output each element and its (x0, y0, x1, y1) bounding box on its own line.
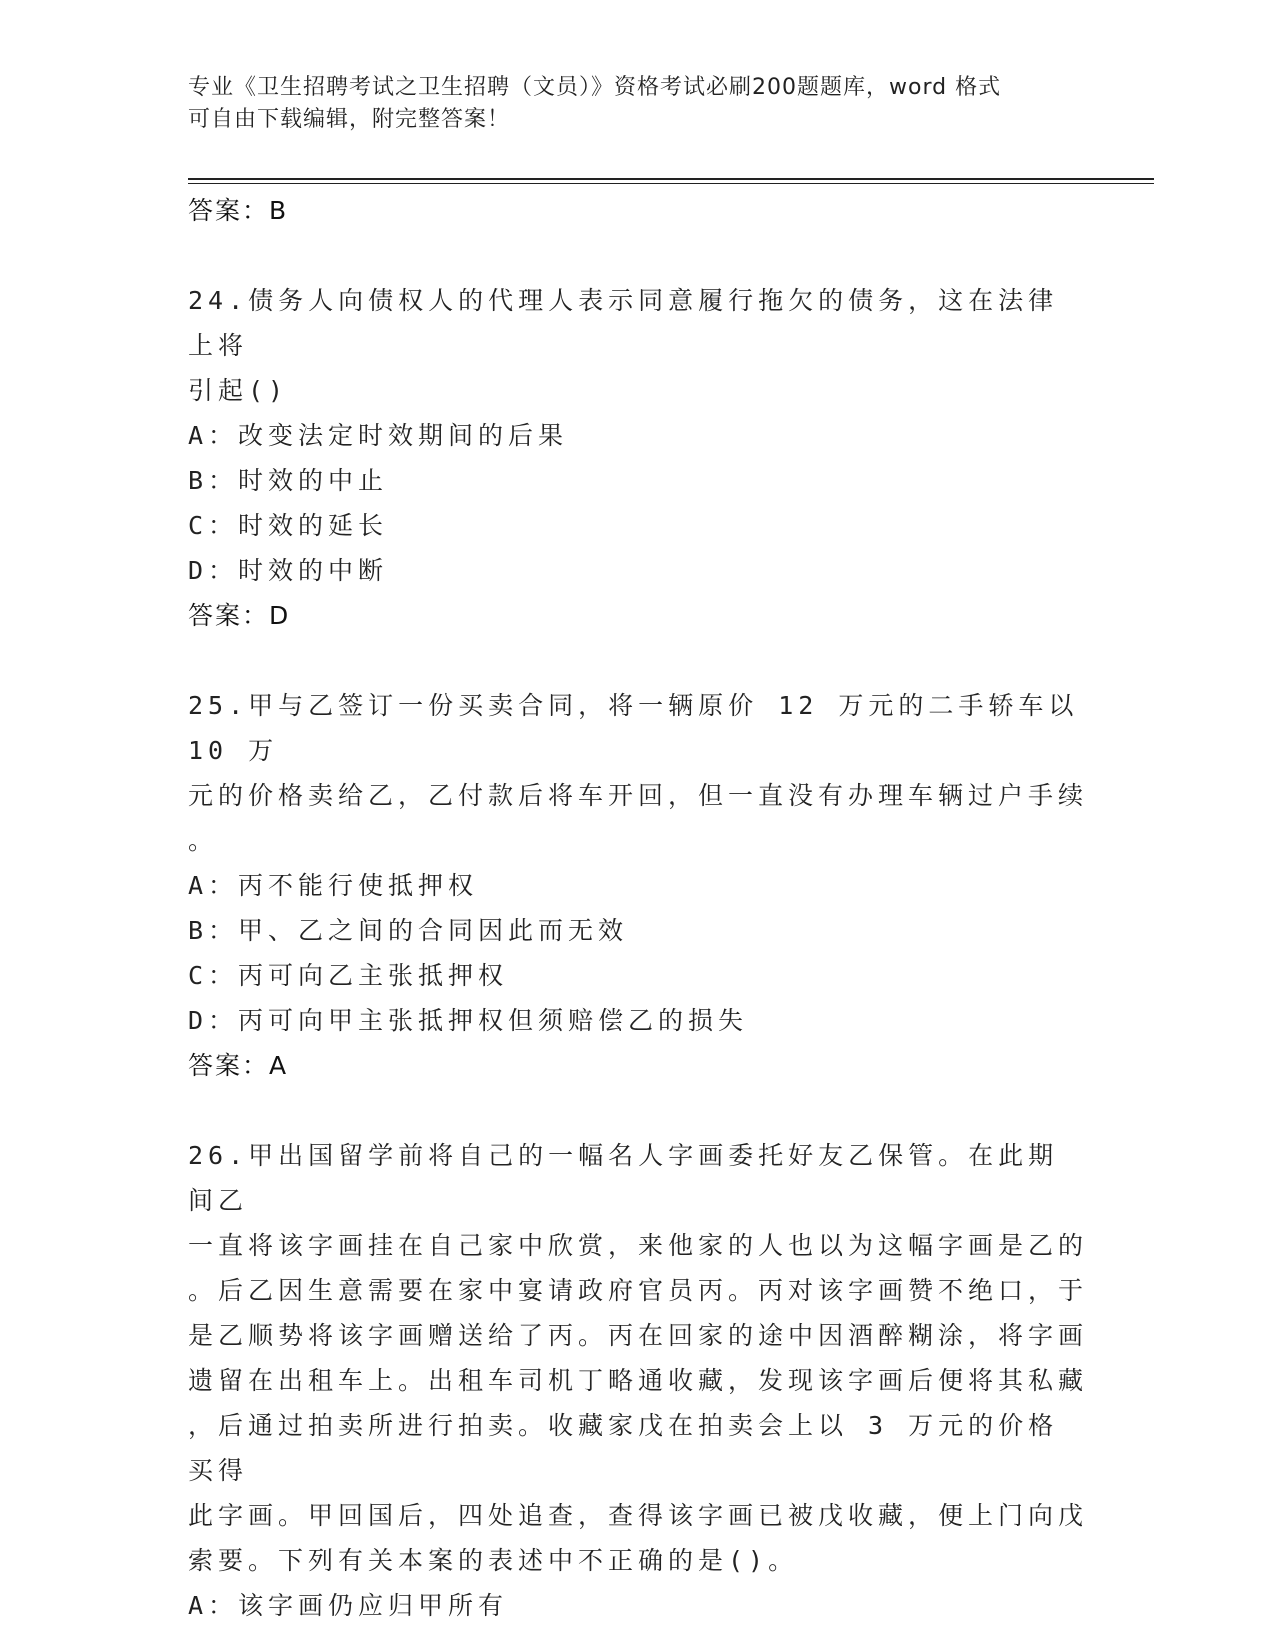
document-body (188, 188, 1088, 1628)
stem-line: 遗留在出租车上。出租车司机丁略通收藏，发现该字画后便将其私藏 (188, 1366, 1089, 1395)
stem-line: 。 (188, 826, 219, 855)
header-line-1: 专业《卫生招聘考试之卫生招聘（文员）》资格考试必刷200题题库，word 格式 (188, 75, 1002, 100)
stem-line: 一直将该字画挂在自己家中欣赏，来他家的人也以为这幅字画是乙的 (188, 1231, 1089, 1260)
stem-line: 24.债务人向债权人的代理人表示同意履行拖欠的债务，这在法律上将 (188, 286, 1059, 360)
answer-line: 答案：D (188, 601, 291, 630)
option-d: D：丙可向甲主张抵押权但须赔偿乙的损失 (188, 1006, 749, 1035)
header-rule-thick (188, 178, 1154, 180)
stem-line: 26.甲出国留学前将自己的一幅名人字画委托好友乙保管。在此期间乙 (188, 1141, 1059, 1215)
question-stem (188, 1133, 1088, 1583)
question-24 (188, 278, 1088, 639)
stem-line: ，后通过拍卖所进行拍卖。收藏家戊在拍卖会上以 3 万元的价格买得 (188, 1411, 1059, 1485)
option-b: B：甲、乙之间的合同因此而无效 (188, 916, 629, 945)
stem-line: 索要。下列有关本案的表述中不正确的是()。 (188, 1546, 799, 1575)
page-header (188, 72, 1068, 136)
header-line-2: 可自由下载编辑，附完整答案！ (188, 107, 511, 132)
option-a: A：改变法定时效期间的后果 (188, 421, 569, 450)
option-d: D：时效的中断 (188, 556, 389, 585)
stem-line: 是乙顺势将该字画赠送给了丙。丙在回家的途中因酒醉糊涂，将字画 (188, 1321, 1089, 1350)
option-c: C：丙可向乙主张抵押权 (188, 961, 509, 990)
option-c: C：时效的延长 (188, 511, 389, 540)
answer-line: 答案：B (188, 196, 289, 225)
option-a: A：丙不能行使抵押权 (188, 871, 479, 900)
question-25 (188, 683, 1088, 1089)
stem-line: 。后乙因生意需要在家中宴请政府官员丙。丙对该字画赞不绝口，于 (188, 1276, 1089, 1305)
answer-line: 答案：A (188, 1051, 289, 1080)
stem-line: 元的价格卖给乙，乙付款后将车开回，但一直没有办理车辆过户手续 (188, 781, 1089, 810)
option-b: B：时效的中止 (188, 466, 389, 495)
stem-line: 25.甲与乙签订一份买卖合同，将一辆原价 12 万元的二手轿车以 10 万 (188, 691, 1079, 765)
question-stem (188, 278, 1088, 413)
question-stem (188, 683, 1088, 863)
stem-line: 引起() (188, 376, 289, 405)
option-a: A：该字画仍应归甲所有 (188, 1591, 509, 1620)
stem-line: 此字画。甲回国后，四处追查，查得该字画已被戊收藏，便上门向戊 (188, 1501, 1089, 1530)
question-26 (188, 1133, 1088, 1628)
header-rule-thin (188, 183, 1154, 184)
